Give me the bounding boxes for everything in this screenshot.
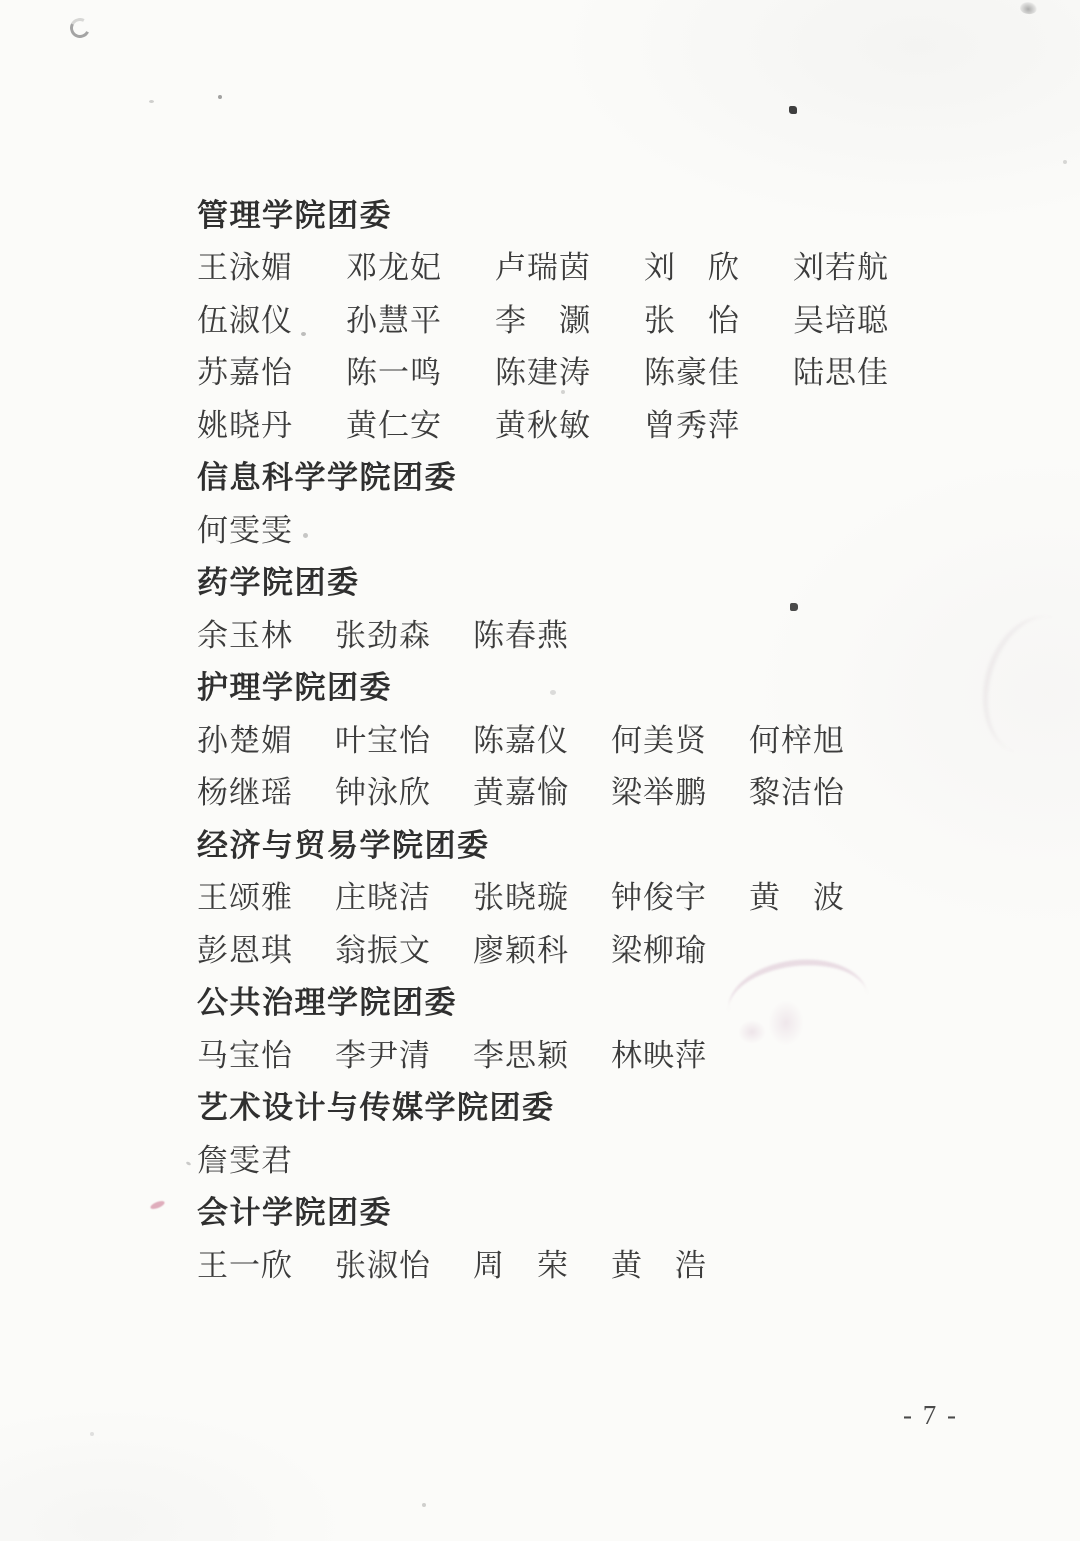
scan-ink-dot	[789, 106, 797, 114]
person-name: 周 荣	[473, 1247, 569, 1283]
person-name: 李 灏	[495, 302, 591, 338]
person-name: 黄嘉愉	[473, 775, 569, 811]
person-name: 钟俊宇	[611, 880, 707, 916]
person-name: 刘 欣	[644, 250, 740, 286]
name-row	[197, 344, 977, 397]
person-name: 王泳媚	[197, 250, 293, 286]
page-number: - 7 -	[903, 1400, 958, 1430]
person-name: 梁柳瑜	[611, 932, 707, 968]
scan-speck	[149, 100, 154, 103]
person-name: 何雯雯	[197, 512, 293, 548]
person-name: 张晓璇	[473, 880, 569, 916]
person-name: 何梓旭	[749, 722, 845, 758]
document-body	[197, 186, 977, 1289]
person-name: 邓龙妃	[346, 250, 442, 286]
name-row	[197, 869, 977, 922]
person-name: 刘若航	[793, 250, 889, 286]
section-heading: 管理学院团委	[197, 197, 392, 233]
person-name: 何美贤	[611, 722, 707, 758]
name-row	[197, 1131, 977, 1184]
scan-pink-mark	[149, 1199, 165, 1210]
person-name: 张劲森	[335, 617, 431, 653]
committee-section	[197, 449, 977, 554]
person-name: 曾秀萍	[644, 407, 740, 443]
scan-speck	[1063, 160, 1067, 164]
person-name: 王一欣	[197, 1247, 293, 1283]
person-name: 吴培聪	[793, 302, 889, 338]
person-name: 陈春燕	[473, 617, 569, 653]
section-heading: 会计学院团委	[197, 1195, 392, 1231]
person-name: 詹雯君	[197, 1142, 293, 1178]
person-name: 余玉林	[197, 617, 293, 653]
person-name: 王颂雅	[197, 880, 293, 916]
section-heading: 护理学院团委	[197, 670, 392, 706]
section-heading: 艺术设计与传媒学院团委	[197, 1090, 555, 1126]
section-heading: 药学院团委	[197, 565, 360, 601]
committee-section	[197, 1184, 977, 1289]
person-name: 张淑怡	[335, 1247, 431, 1283]
person-name: 陈一鸣	[346, 355, 442, 391]
name-row	[197, 606, 977, 659]
scan-speck	[186, 1161, 192, 1166]
name-row	[197, 501, 977, 554]
person-name: 陈建涛	[495, 355, 591, 391]
name-row	[197, 239, 977, 292]
scan-smudge-top-left	[67, 15, 92, 40]
person-name: 庄晓洁	[335, 880, 431, 916]
scan-speck	[422, 1503, 426, 1507]
person-name: 黄秋敏	[495, 407, 591, 443]
person-name: 杨继瑶	[197, 775, 293, 811]
committee-section	[197, 1079, 977, 1184]
person-name: 黄 浩	[611, 1247, 707, 1283]
name-row	[197, 1236, 977, 1289]
scan-speck	[90, 1432, 94, 1436]
name-row	[197, 1026, 977, 1079]
person-name: 伍淑仪	[197, 302, 293, 338]
section-heading: 信息科学学院团委	[197, 460, 457, 496]
person-name: 廖颖科	[473, 932, 569, 968]
committee-section	[197, 554, 977, 659]
committee-section	[197, 659, 977, 817]
person-name: 苏嘉怡	[197, 355, 293, 391]
person-name: 陆思佳	[793, 355, 889, 391]
person-name: 李尹清	[335, 1037, 431, 1073]
person-name: 黎洁怡	[749, 775, 845, 811]
person-name: 黄 波	[749, 880, 845, 916]
name-row	[197, 291, 977, 344]
scan-smudge-top-center	[1019, 0, 1038, 15]
person-name: 梁举鹏	[611, 775, 707, 811]
scan-speckle-area	[968, 604, 1080, 766]
person-name: 张 怡	[644, 302, 740, 338]
person-name: 孙慧平	[346, 302, 442, 338]
committee-section	[197, 816, 977, 974]
person-name: 李思颖	[473, 1037, 569, 1073]
person-name: 黄仁安	[346, 407, 442, 443]
committee-section	[197, 186, 977, 449]
person-name: 陈豪佳	[644, 355, 740, 391]
section-heading: 经济与贸易学院团委	[197, 827, 490, 863]
person-name: 翁振文	[335, 932, 431, 968]
name-row	[197, 711, 977, 764]
name-row	[197, 764, 977, 817]
person-name: 彭恩琪	[197, 932, 293, 968]
person-name: 林映萍	[611, 1037, 707, 1073]
committee-section	[197, 974, 977, 1079]
scan-speck	[218, 95, 222, 99]
person-name: 姚晓丹	[197, 407, 293, 443]
person-name: 钟泳欣	[335, 775, 431, 811]
person-name: 陈嘉仪	[473, 722, 569, 758]
person-name: 马宝怡	[197, 1037, 293, 1073]
person-name: 卢瑞茵	[495, 250, 591, 286]
name-row	[197, 396, 977, 449]
section-heading: 公共治理学院团委	[197, 985, 457, 1021]
person-name: 叶宝怡	[335, 722, 431, 758]
person-name: 孙楚媚	[197, 722, 293, 758]
name-row	[197, 921, 977, 974]
